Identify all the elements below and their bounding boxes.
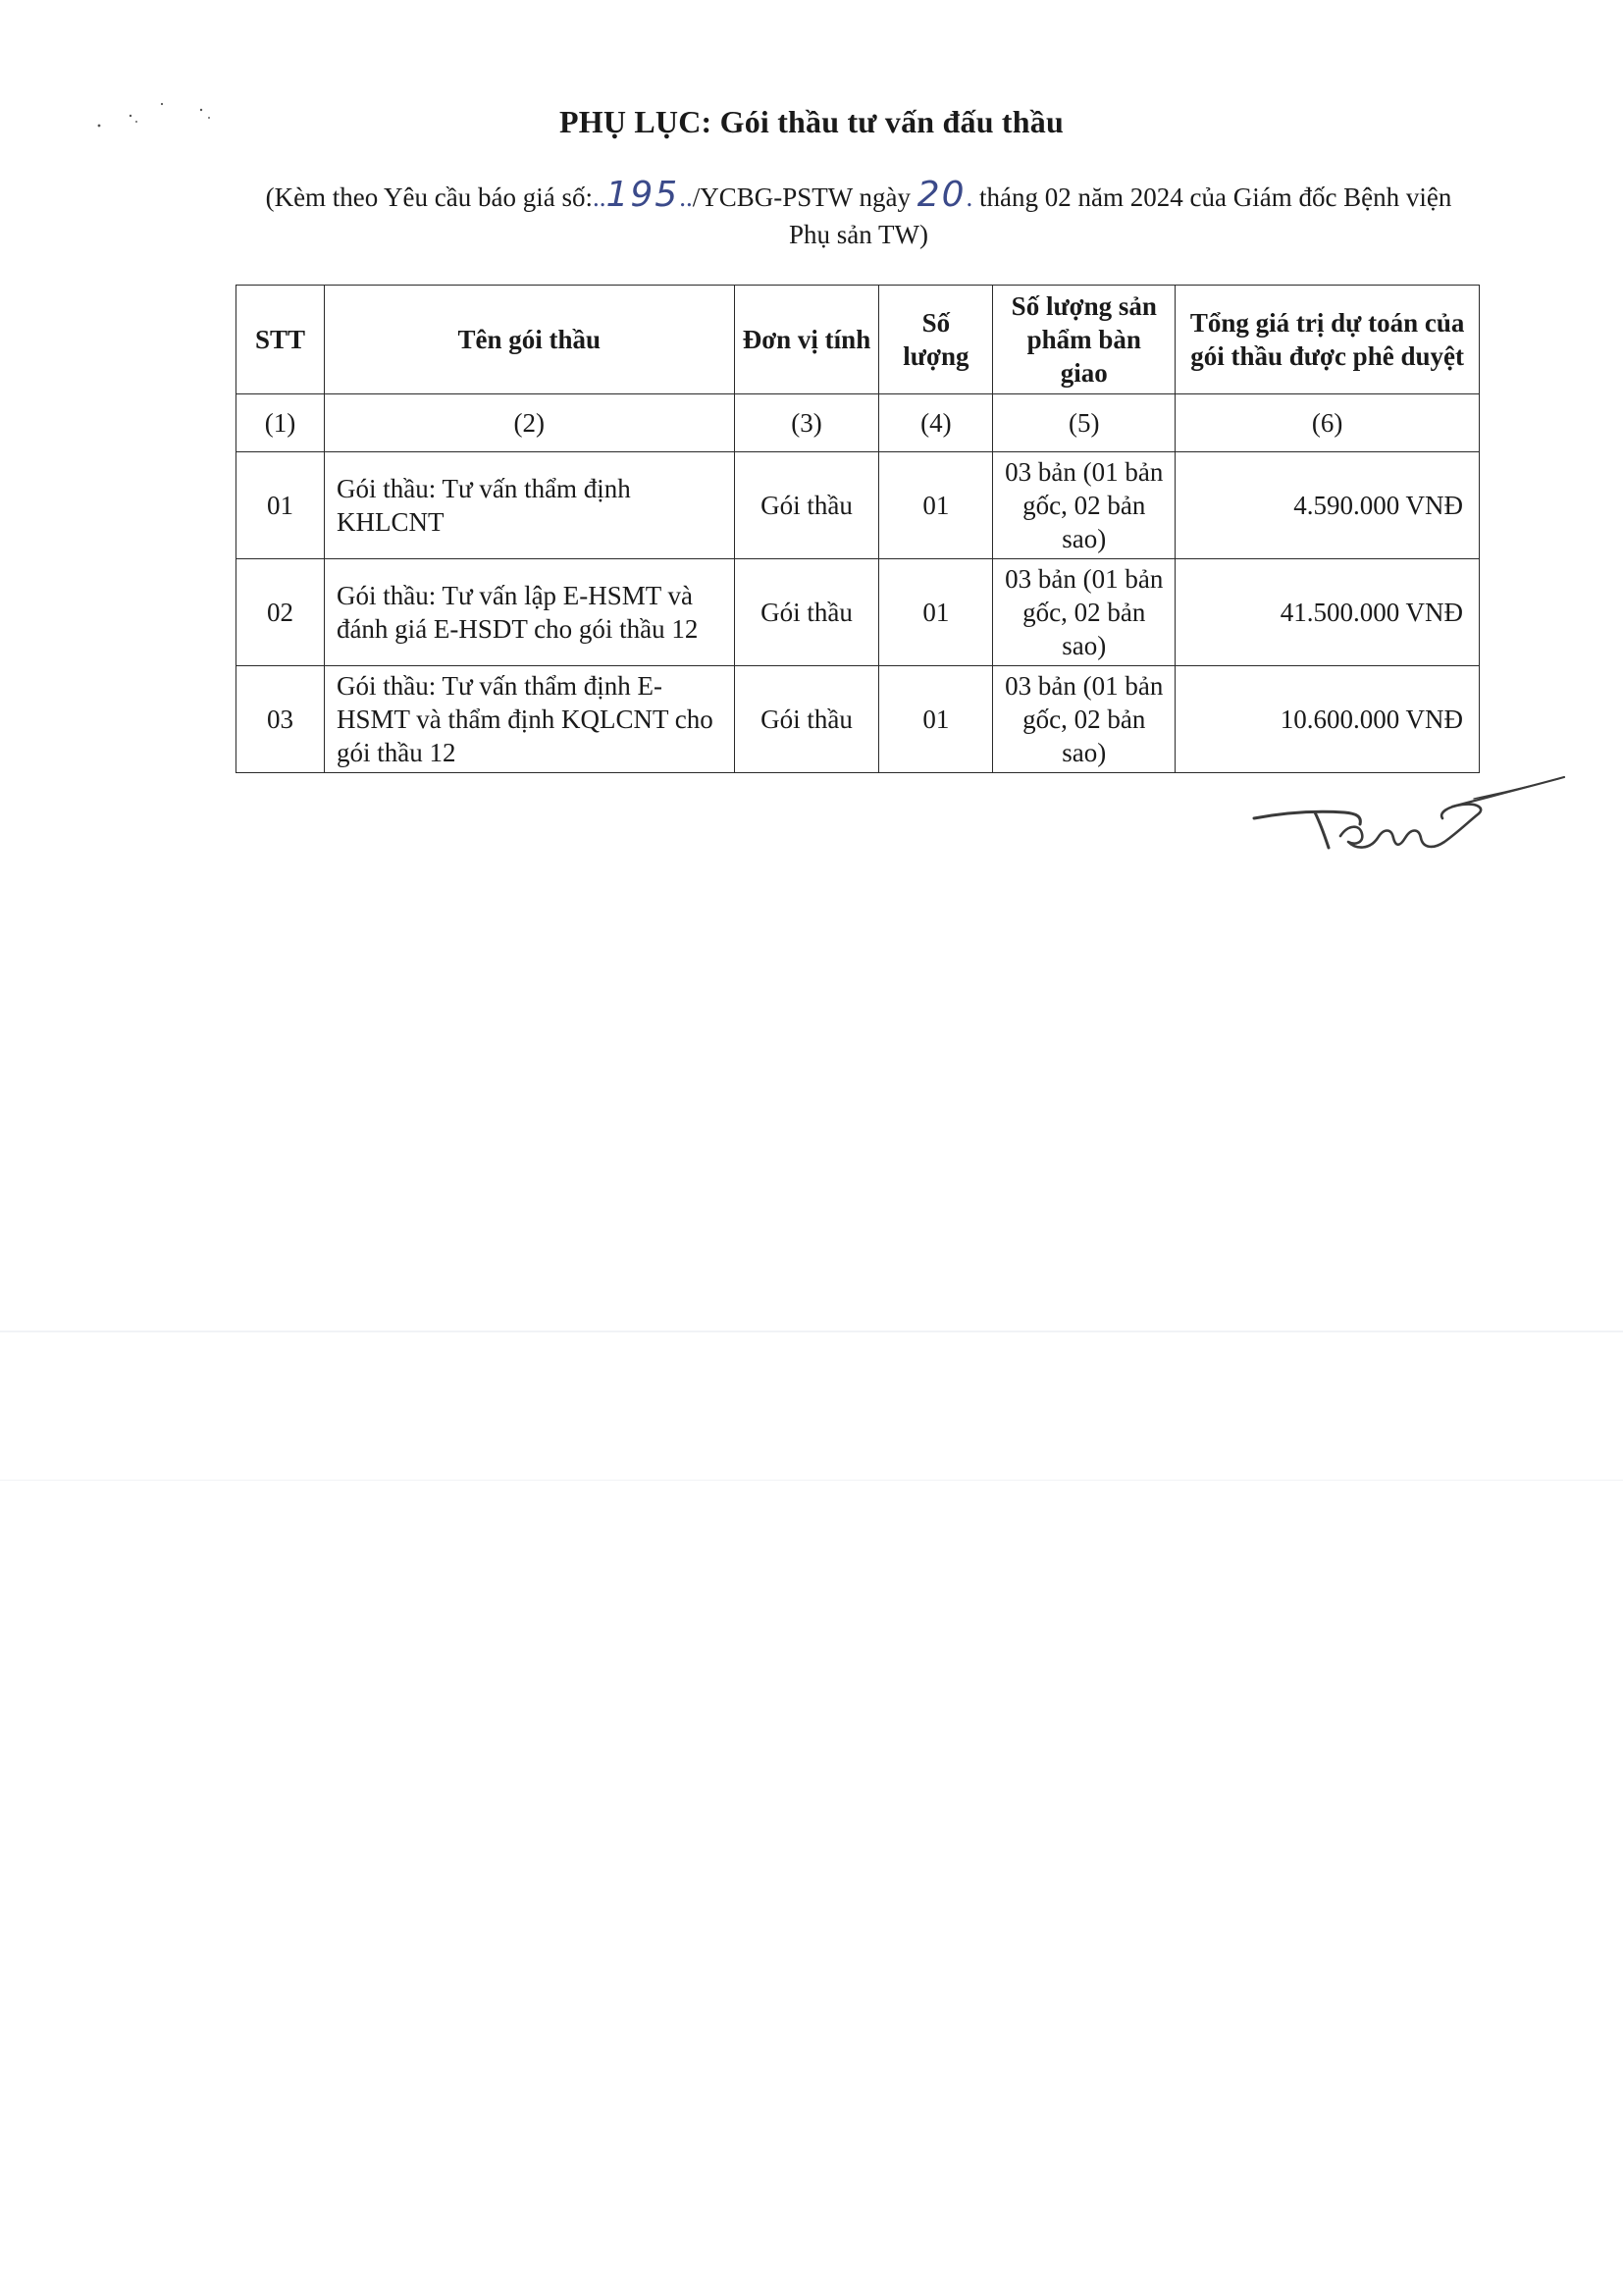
fill-dots: .. — [592, 183, 606, 212]
cell-deliverables: 03 bản (01 bản gốc, 02 bản sao) — [993, 559, 1176, 666]
column-number: (6) — [1176, 394, 1480, 452]
cell-package-name: Gói thầu: Tư vấn thẩm định KHLCNT — [324, 452, 734, 559]
cell-estimated-value: 4.590.000 VNĐ — [1176, 452, 1480, 559]
column-number: (4) — [879, 394, 993, 452]
table-header-row — [236, 286, 1480, 394]
header-package-name: Tên gói thầu — [324, 286, 734, 394]
scan-artifact-line — [0, 1331, 1623, 1332]
cell-estimated-value: 10.600.000 VNĐ — [1176, 666, 1480, 773]
cell-stt: 01 — [236, 452, 325, 559]
cell-stt: 03 — [236, 666, 325, 773]
cell-unit: Gói thầu — [734, 452, 879, 559]
header-quantity: Số lượng — [879, 286, 993, 394]
cell-package-name: Gói thầu: Tư vấn lập E-HSMT và đánh giá E-HSDT cho gói thầu 12 — [324, 559, 734, 666]
cell-deliverables: 03 bản (01 bản gốc, 02 bản sao) — [993, 452, 1176, 559]
header-estimated-value: Tổng giá trị dự toán của gói thầu được phê duyệt — [1176, 286, 1480, 394]
subtitle-suffix: tháng 02 năm 2024 của Giám đốc Bệnh viện Phụ sản TW) — [789, 183, 1452, 249]
cell-quantity: 01 — [879, 666, 993, 773]
fill-dots: . — [966, 183, 973, 212]
header-stt: STT — [236, 286, 325, 394]
table-row — [236, 559, 1480, 666]
cell-deliverables: 03 bản (01 bản gốc, 02 bản sao) — [993, 666, 1176, 773]
scan-artifact-line — [0, 1480, 1623, 1481]
page-subtitle — [245, 177, 1472, 253]
page-title: PHỤ LỤC: Gói thầu tư vấn đấu thầu — [559, 104, 1064, 139]
cell-package-name: Gói thầu: Tư vấn thẩm định E-HSMT và thẩm định KQLCNT cho gói thầu 12 — [324, 666, 734, 773]
cell-unit: Gói thầu — [734, 559, 879, 666]
cell-estimated-value: 41.500.000 VNĐ — [1176, 559, 1480, 666]
column-number: (3) — [734, 394, 879, 452]
header-unit: Đơn vị tính — [734, 286, 879, 394]
handwritten-request-number: 195 — [605, 175, 680, 215]
cell-quantity: 01 — [879, 559, 993, 666]
header-deliverables: Số lượng sản phẩm bàn giao — [993, 286, 1176, 394]
cell-unit: Gói thầu — [734, 666, 879, 773]
cell-stt: 02 — [236, 559, 325, 666]
column-number: (1) — [236, 394, 325, 452]
tender-package-table — [236, 285, 1480, 773]
column-number: (2) — [324, 394, 734, 452]
table-row — [236, 666, 1480, 773]
handwritten-signature — [1246, 767, 1570, 865]
column-number-row — [236, 394, 1480, 452]
subtitle-middle: /YCBG-PSTW ngày — [692, 183, 911, 212]
table-row — [236, 452, 1480, 559]
column-number: (5) — [993, 394, 1176, 452]
cell-quantity: 01 — [879, 452, 993, 559]
handwritten-request-day: 20 — [916, 175, 967, 215]
subtitle-prefix: (Kèm theo Yêu cầu báo giá số: — [265, 183, 593, 212]
fill-dots: .. — [679, 183, 693, 212]
